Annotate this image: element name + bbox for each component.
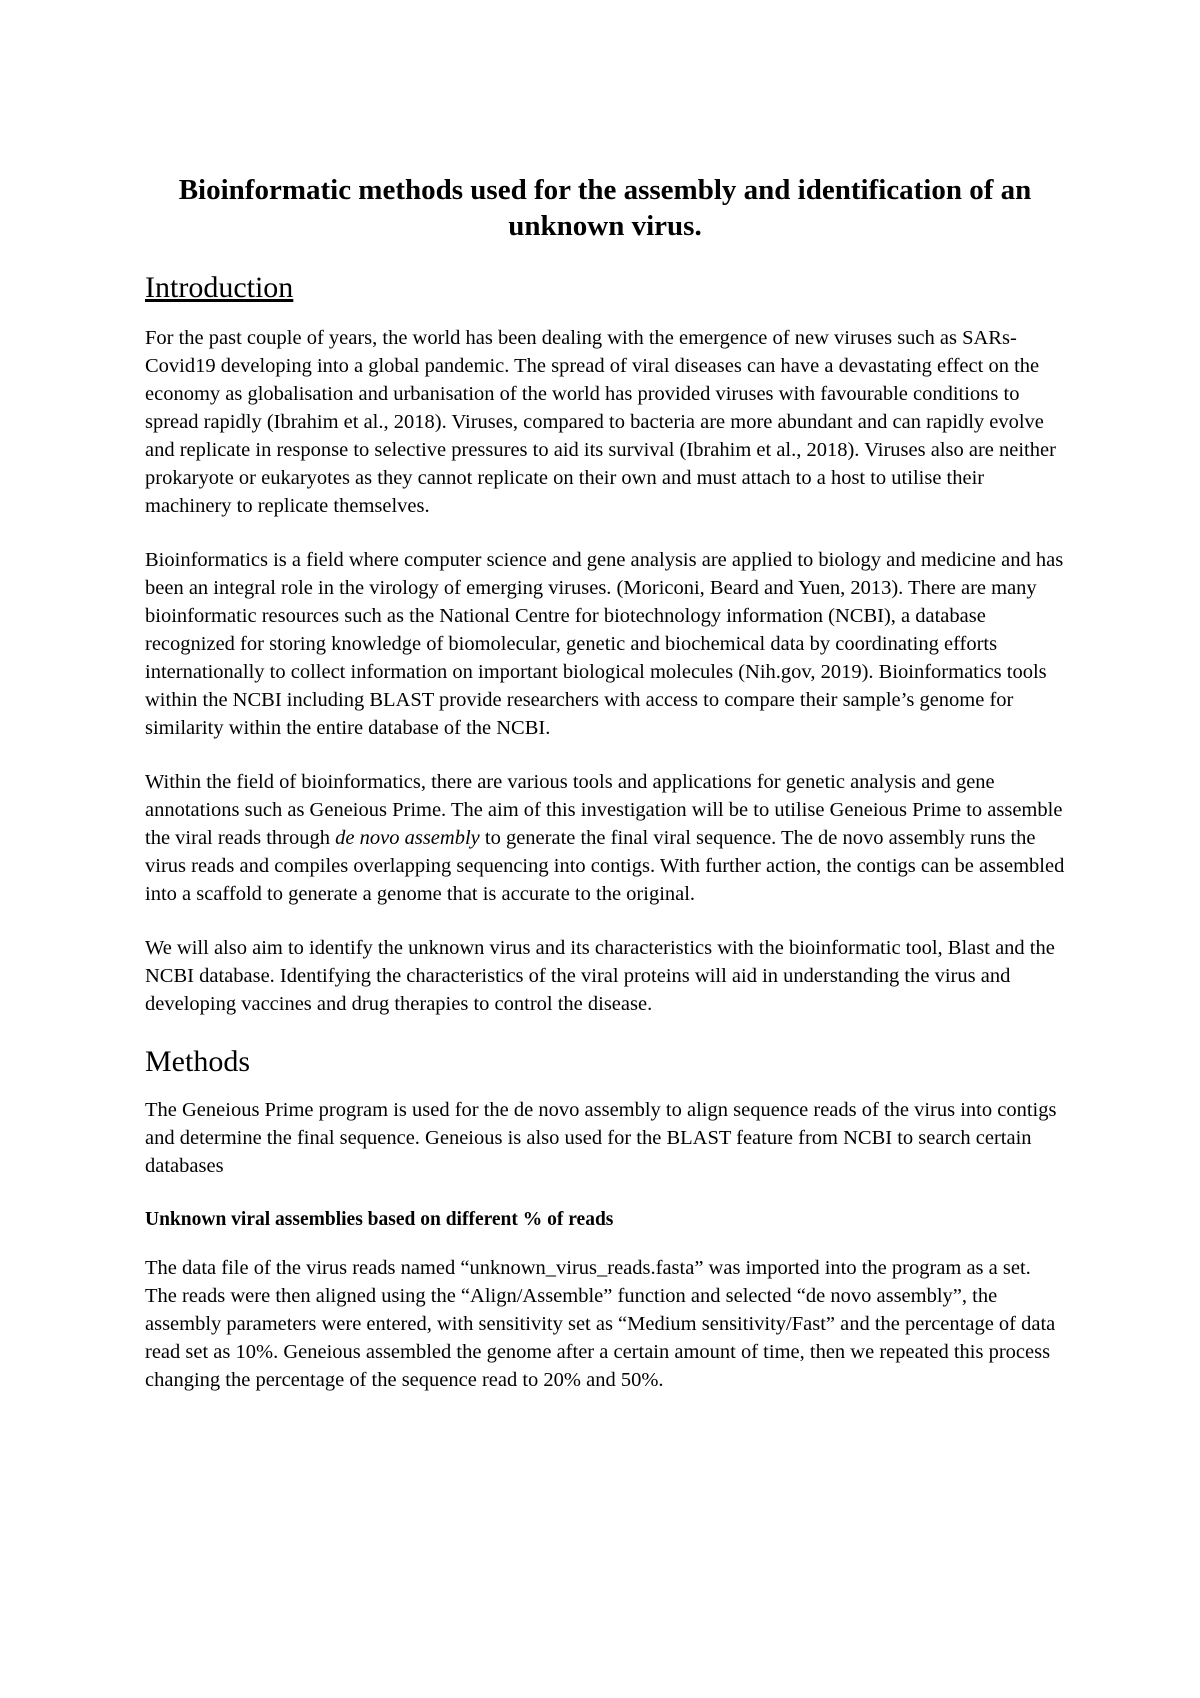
- methods-paragraph-2: The data file of the virus reads named “unknown_virus_reads.fasta” was imported into the program as a set. The reads were then aligned using the “Align/Assemble” function and selected “de novo assembly”, the assembly parameters were entered, with sensitivity set as “Medium sensitivity/Fast” and the percentage of data read set as 10%. Geneious assembled the genome after a certain amount of time, then we repeated this process changing the percentage of the sequence read to 20% and 50%.: [145, 1257, 1056, 1391]
- paragraph-3-text-end: to generate the final viral sequence. The de novo assembly runs the virus reads and compiles overlapping sequencing into contigs. With further action, the contigs can be assembled into a scaffold to generate a genome that is accurate to the original.: [145, 827, 1065, 905]
- introduction-paragraph-2: Bioinformatics is a field where computer science and gene analysis are applied to biology and medicine and has been an integral role in the virology of emerging viruses. (Moriconi, Beard and Yuen, 2013). There are many bioinformatic resources such as the National Centre for biotechnology information (NCBI), a database recognized for storing knowledge of biomolecular, genetic and biochemical data by coordinating efforts internationally to collect information on important biological molecules (Nih.gov, 2019). Bioinformatics tools within the NCBI including BLAST provide researchers with access to compare their sample’s genome for similarity within the entire database of the NCBI.: [145, 549, 1064, 739]
- methods-subheading: Unknown viral assemblies based on different % of reads: [145, 1209, 614, 1230]
- introduction-heading: Introduction: [145, 271, 294, 304]
- introduction-paragraph-1: For the past couple of years, the world has been dealing with the emergence of new viruses such as SARs-Covid19 developing into a global pandemic. The spread of viral diseases can have a devastating effect on the economy as globalisation and urbanisation of the world has provided viruses with favourable conditions to spread rapidly (Ibrahim et al., 2018). Viruses, compared to bacteria are more abundant and can rapidly evolve and replicate in response to selective pressures to aid its survival (Ibrahim et al., 2018). Viruses also are neither prokaryote or eukaryotes as they cannot replicate on their own and must attach to a host to utilise their machinery to replicate themselves.: [145, 327, 1056, 517]
- document-body: [145, 172, 1065, 1420]
- methods-paragraph-1: The Geneious Prime program is used for the de novo assembly to align sequence reads of the virus into contigs and determine the final sequence. Geneious is also used for the BLAST feature from NCBI to search certain databases: [145, 1099, 1057, 1177]
- introduction-paragraph-4: We will also aim to identify the unknown virus and its characteristics with the bioinformatic tool, Blast and the NCBI database. Identifying the characteristics of the viral proteins will aid in understanding the virus and developing vaccines and drug therapies to control the disease.: [145, 937, 1055, 1015]
- paragraph-3-italic-term: de novo assembly: [335, 827, 480, 849]
- introduction-paragraph-3: [145, 768, 1065, 908]
- document-title: Bioinformatic methods used for the assembly and identification of an unknown virus.: [178, 174, 1032, 242]
- paragraph-3-text-start: Within the field of bioinformatics, there are various tools and applications for genetic analysis and gene annotations such as Geneious Prime. The aim of this investigation will be to utilise Geneious Prime to assemble the viral reads through: [145, 771, 1063, 849]
- methods-heading: Methods: [145, 1045, 250, 1078]
